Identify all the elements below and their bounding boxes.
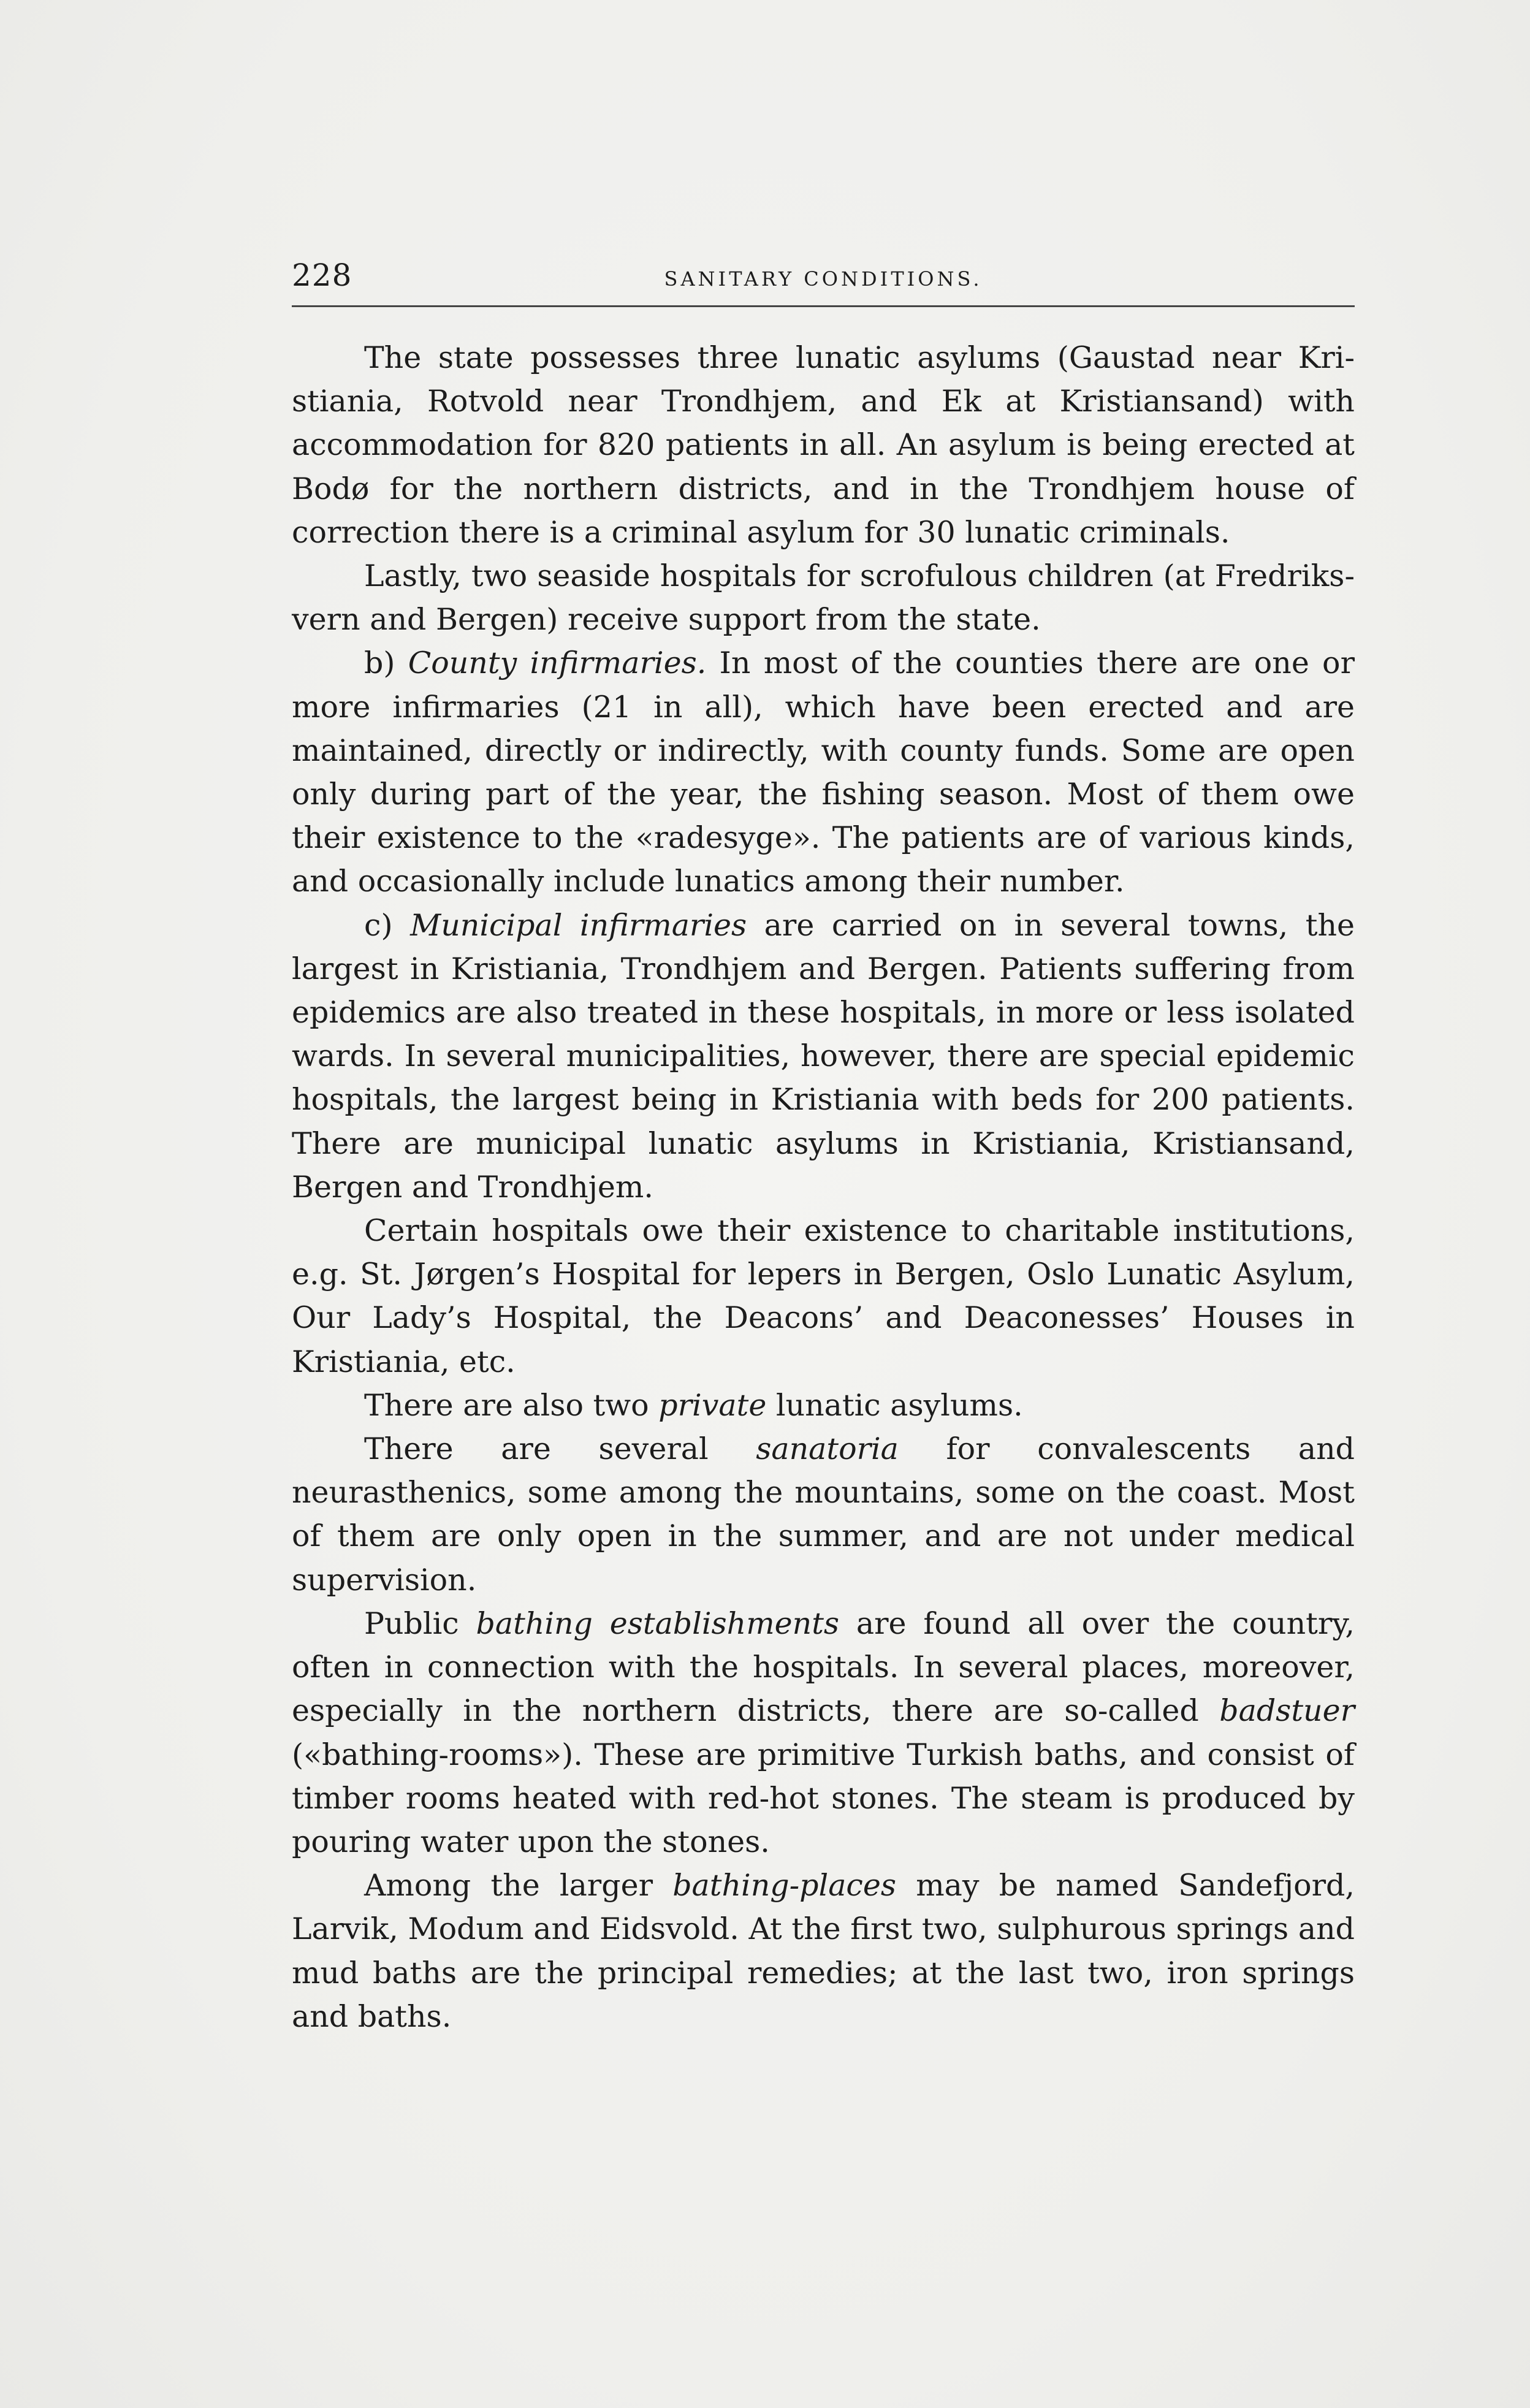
paragraph (292, 1427, 1355, 1602)
paragraph (292, 554, 1355, 641)
paragraph (292, 1864, 1355, 2038)
text-run: There are several (364, 1431, 756, 1467)
paragraph (292, 904, 1355, 1209)
paragraph (292, 1602, 1355, 1864)
paragraph (292, 1384, 1355, 1427)
text-run: Public (364, 1606, 476, 1641)
text-run: c) (364, 907, 411, 943)
italic-phrase: County infirmaries. (408, 646, 707, 681)
text-run: The state possesses three lunatic asylums (Gaustad near Kristiania, Rotvold near Trondhjem, and Ek at Kristiansand) with accommodation for 820 patients in all. An asylum is being erected at Bodø for the northern districts, and in the Trondhjem house of correction there is a criminal asylum for 30 lunatic criminals. (292, 340, 1355, 550)
text-run: b) (364, 646, 408, 681)
italic-phrase: sanatoria (756, 1431, 899, 1467)
text-run: In most of the counties there are one or more infirmaries (21 in all), which have been erected and are maintained, directly or indirectly, with county funds. Some are open only during part of the year, the fishing season. Most of them owe their existence to the «radesyge». The patients are of various kinds, and occasionally include lunatics among their number. (292, 646, 1355, 899)
text-run: are carried on in several towns, the largest in Kristiania, Trondhjem and Bergen. Patients suffering from epidemics are also treated in these hospitals, in more or less isolated wards. In several municipalities, however, there are special epidemic hospitals, the largest being in Kristiania with beds for 200 patients. There are municipal lunatic asylums in Kristiania, Kristiansand, Bergen and Trondhjem. (292, 907, 1355, 1205)
text-run: («bathing-rooms»). These are primitive Turkish baths, and consist of timber rooms heated with red-hot stones. The steam is produced by pouring water upon the stones. (292, 1737, 1355, 1859)
italic-phrase: bathing-places (672, 1868, 897, 1903)
paragraph (292, 1209, 1355, 1384)
text-run: Lastly, two seaside hospitals for scrofulous children (at Fredriksvern and Bergen) receive support from the state. (292, 558, 1355, 638)
page-number: 228 (292, 257, 352, 293)
text-run: Among the larger (364, 1868, 673, 1903)
italic-phrase: bathing establishments (476, 1606, 840, 1641)
page-header (292, 250, 1355, 307)
text-run: for convalescents and neurasthenics, some among the mountains, some on the coast. Most of them are only open in the summer, and are not under medical supervision. (292, 1431, 1355, 1598)
paragraph (292, 641, 1355, 903)
text-run: There are also two (364, 1387, 659, 1423)
text-run: are found all over the country, often in connection with the hospitals. In several places, moreover, especially in the northern districts, there are so-called (292, 1606, 1355, 1729)
text-run: lunatic asylums. (766, 1387, 1023, 1423)
text-run: Certain hospitals owe their existence to charitable institutions, e.g. St. Jørgen’s Hospital for lepers in Bergen, Oslo Lunatic Asylum, Our Lady’s Hospital, the Deacons’ and Deaconesses’ Houses in Kristiania, etc. (292, 1213, 1355, 1379)
text-run: may be named Sandefjord, Larvik, Modum and Eidsvold. At the first two, sulphurous springs and mud baths are the principal remedies; at the last two, iron springs and baths. (292, 1868, 1355, 2034)
italic-phrase: badstuer (1219, 1693, 1355, 1729)
paragraph (292, 336, 1355, 554)
italic-phrase: private (658, 1387, 767, 1423)
italic-phrase: Municipal infirmaries (410, 907, 747, 943)
body-text (292, 336, 1355, 2038)
running-head: SANITARY CONDITIONS. (664, 267, 983, 291)
